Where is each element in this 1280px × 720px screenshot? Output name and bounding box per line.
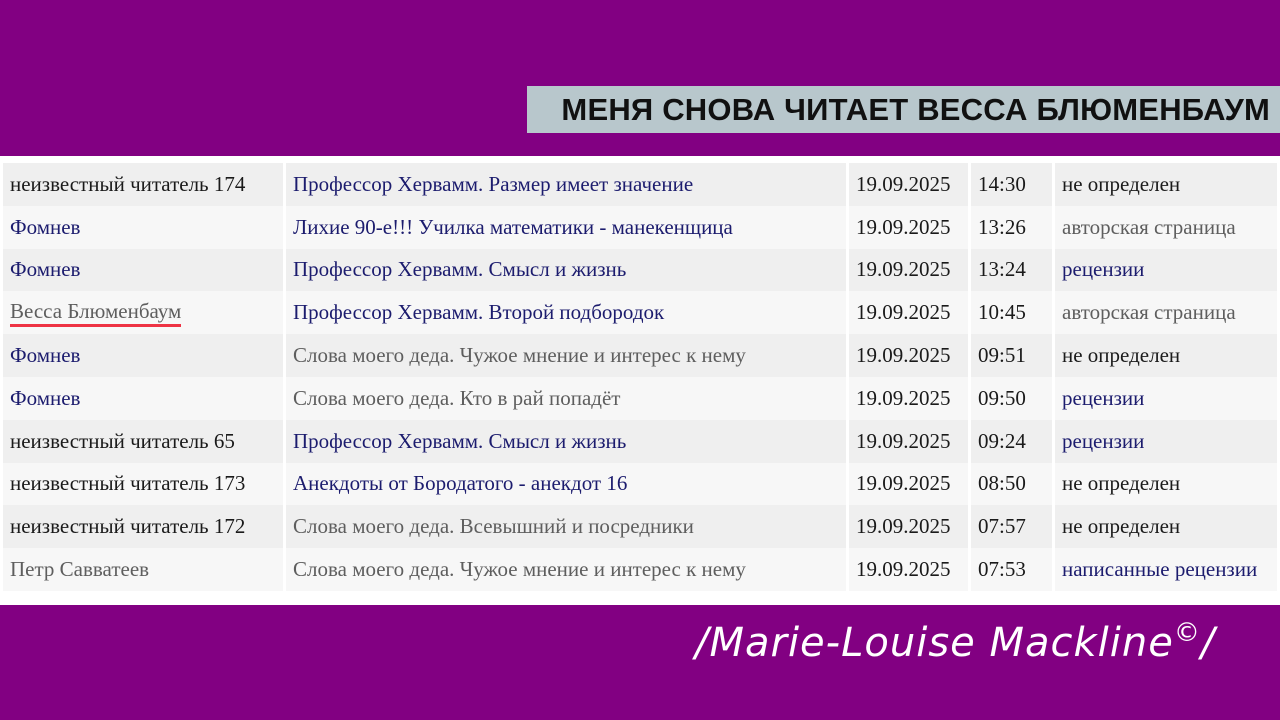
table-row	[3, 291, 1277, 334]
reader-name-cell	[3, 377, 283, 420]
copyright-symbol: ©	[1173, 618, 1201, 648]
table-row	[3, 463, 1277, 506]
table-row	[3, 334, 1277, 377]
read-source: авторская страница	[1062, 300, 1236, 325]
work-title-link[interactable]: Профессор Хервамм. Смысл и жизнь	[293, 257, 627, 282]
work-title-link-cell	[286, 505, 846, 548]
read-date: 19.09.2025	[856, 428, 951, 453]
read-date-cell	[849, 420, 968, 463]
read-date-cell	[849, 206, 968, 249]
read-source-cell	[1055, 377, 1277, 420]
read-source: не определен	[1062, 514, 1181, 539]
reader-name-cell	[3, 420, 283, 463]
reader-name-cell	[3, 249, 283, 292]
work-title-link-cell	[286, 249, 846, 292]
read-time: 08:50	[978, 471, 1026, 496]
work-title-link-cell	[286, 291, 846, 334]
reader-name[interactable]: Весса Блюменбаум	[10, 300, 181, 327]
read-time: 10:45	[978, 300, 1026, 325]
read-source-cell	[1055, 163, 1277, 206]
work-title-link-cell	[286, 377, 846, 420]
work-title-link-cell	[286, 334, 846, 377]
table-row	[3, 377, 1277, 420]
read-source-cell	[1055, 334, 1277, 377]
reader-name-cell	[3, 163, 283, 206]
read-source[interactable]: написанные рецензии	[1062, 557, 1258, 582]
read-time: 09:51	[978, 343, 1026, 368]
read-time-cell	[971, 334, 1052, 377]
author-signature	[695, 620, 1215, 666]
read-date: 19.09.2025	[856, 343, 951, 368]
read-time-cell	[971, 249, 1052, 292]
read-date-cell	[849, 249, 968, 292]
reader-name-cell	[3, 334, 283, 377]
work-title-link-cell	[286, 163, 846, 206]
table-row	[3, 206, 1277, 249]
read-date: 19.09.2025	[856, 171, 951, 196]
readers-table	[0, 163, 1280, 591]
work-title-link[interactable]: Слова моего деда. Всевышний и посредники	[293, 514, 694, 539]
read-time-cell	[971, 291, 1052, 334]
read-time-cell	[971, 548, 1052, 591]
read-date: 19.09.2025	[856, 300, 951, 325]
work-title-link-cell	[286, 463, 846, 506]
read-time: 09:50	[978, 385, 1026, 410]
reader-name-cell	[3, 505, 283, 548]
read-time-cell	[971, 420, 1052, 463]
read-source-cell	[1055, 291, 1277, 334]
readers-table-panel	[0, 156, 1280, 605]
work-title-link[interactable]: Профессор Хервамм. Размер имеет значение	[293, 171, 694, 196]
work-title-link[interactable]: Профессор Хервамм. Второй подбородок	[293, 300, 665, 325]
read-source: авторская страница	[1062, 214, 1236, 239]
read-date: 19.09.2025	[856, 471, 951, 496]
read-time-cell	[971, 463, 1052, 506]
read-source-cell	[1055, 505, 1277, 548]
read-source: не определен	[1062, 343, 1181, 368]
read-date-cell	[849, 505, 968, 548]
reader-name: неизвестный читатель 174	[10, 171, 246, 196]
read-source-cell	[1055, 463, 1277, 506]
read-time: 09:24	[978, 428, 1026, 453]
reader-name[interactable]: Фомнев	[10, 385, 81, 410]
read-time: 07:53	[978, 557, 1026, 582]
work-title-link[interactable]: Анекдоты от Бородатого - анекдот 16	[293, 471, 628, 496]
read-date-cell	[849, 377, 968, 420]
read-time: 13:24	[978, 257, 1026, 282]
signature-text: /Marie-Louise Mackline	[695, 620, 1174, 666]
read-date-cell	[849, 163, 968, 206]
read-source: не определен	[1062, 471, 1181, 496]
reader-name-cell	[3, 548, 283, 591]
read-source[interactable]: рецензии	[1062, 428, 1145, 453]
read-date-cell	[849, 463, 968, 506]
read-source[interactable]: рецензии	[1062, 385, 1145, 410]
reader-name[interactable]: Фомнев	[10, 257, 81, 282]
reader-name-cell	[3, 291, 283, 334]
read-time: 07:57	[978, 514, 1026, 539]
read-time-cell	[971, 206, 1052, 249]
read-source: не определен	[1062, 171, 1181, 196]
read-date: 19.09.2025	[856, 214, 951, 239]
work-title-link[interactable]: Слова моего деда. Кто в рай попадёт	[293, 385, 621, 410]
read-source-cell	[1055, 206, 1277, 249]
reader-name-cell	[3, 206, 283, 249]
work-title-link[interactable]: Лихие 90-е!!! Училка математики - манекенщица	[293, 214, 733, 239]
read-source-cell	[1055, 249, 1277, 292]
reader-name[interactable]: Фомнев	[10, 343, 81, 368]
reader-name: неизвестный читатель 172	[10, 514, 246, 539]
read-date-cell	[849, 548, 968, 591]
read-time-cell	[971, 377, 1052, 420]
table-row	[3, 548, 1277, 591]
signature-slash: /	[1200, 620, 1216, 666]
read-time: 14:30	[978, 171, 1026, 196]
work-title-link[interactable]: Слова моего деда. Чужое мнение и интерес к нему	[293, 557, 746, 582]
reader-name-cell	[3, 463, 283, 506]
read-time: 13:26	[978, 214, 1026, 239]
read-source-cell	[1055, 548, 1277, 591]
table-row	[3, 249, 1277, 292]
reader-name: неизвестный читатель 173	[10, 471, 246, 496]
read-date: 19.09.2025	[856, 385, 951, 410]
read-time-cell	[971, 505, 1052, 548]
work-title-link-cell	[286, 420, 846, 463]
work-title-link-cell	[286, 548, 846, 591]
read-date-cell	[849, 334, 968, 377]
read-date: 19.09.2025	[856, 257, 951, 282]
read-time-cell	[971, 163, 1052, 206]
work-title-link[interactable]: Слова моего деда. Чужое мнение и интерес к нему	[293, 343, 746, 368]
read-date-cell	[849, 291, 968, 334]
work-title-link-cell	[286, 206, 846, 249]
work-title-link[interactable]: Профессор Хервамм. Смысл и жизнь	[293, 428, 627, 453]
table-row	[3, 505, 1277, 548]
table-row	[3, 163, 1277, 206]
read-source-cell	[1055, 420, 1277, 463]
table-row	[3, 420, 1277, 463]
reader-name: неизвестный читатель 65	[10, 428, 235, 453]
read-source[interactable]: рецензии	[1062, 257, 1145, 282]
read-date: 19.09.2025	[856, 514, 951, 539]
read-date: 19.09.2025	[856, 557, 951, 582]
reader-name[interactable]: Фомнев	[10, 214, 81, 239]
reader-name[interactable]: Петр Савватеев	[10, 557, 150, 582]
page-title: МЕНЯ СНОВА ЧИТАЕТ ВЕССА БЛЮМЕНБАУМ	[527, 86, 1280, 133]
